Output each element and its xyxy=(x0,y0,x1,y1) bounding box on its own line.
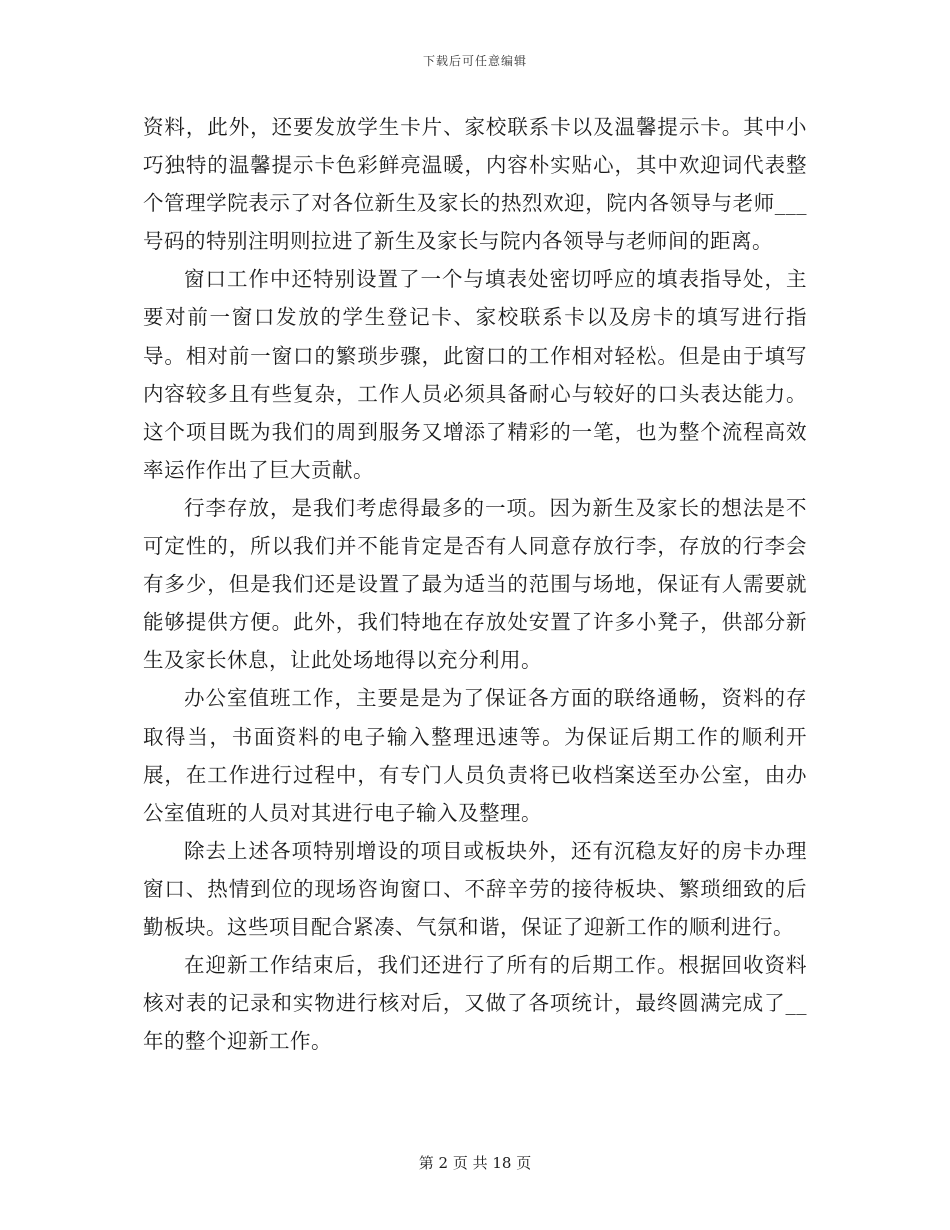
document-body xyxy=(143,108,807,1060)
paragraph-continuation: 资料，此外，还要发放学生卡片、家校联系卡以及温馨提示卡。其中小巧独特的温馨提示卡色彩鲜亮温暖，内容朴实贴心，其中欢迎词代表整个管理学院表示了对各位新生及家长的热烈欢迎，院内各领导与老师___号码的特别注明则拉进了新生及家长与院内各领导与老师间的距离。 xyxy=(143,115,807,254)
paragraph-luggage-storage: 行李存放，是我们考虑得最多的一项。因为新生及家长的想法是不可定性的，所以我们并不能肯定是否有人同意存放行李，存放的行李会有多少，但是我们还是设置了最为适当的范围与场地，保证有人需要就能够提供方便。此外，我们特地在存放处安置了许多小凳子，供部分新生及家长休息，让此处场地得以充分利用。 xyxy=(143,495,807,673)
paragraph-post-work: 在迎新工作结束后，我们还进行了所有的后期工作。根据回收资料核对表的记录和实物进行核对后，又做了各项统计，最终圆满完成了__年的整个迎新工作。 xyxy=(143,953,807,1054)
paragraph-other-sections: 除去上述各项特别增设的项目或板块外，还有沉稳友好的房卡办理窗口、热情到位的现场咨询窗口、不辞辛劳的接待板块、繁琐细致的后勤板块。这些项目配合紧凑、气氛和谐，保证了迎新工作的顺利进行。 xyxy=(143,838,807,939)
page-header-note: 下载后可任意编辑 xyxy=(422,54,527,68)
paragraph-office-duty: 办公室值班工作，主要是是为了保证各方面的联络通畅，资料的存取得当，书面资料的电子输入整理迅速等。为保证后期工作的顺利开展，在工作进行过程中，有专门人员负责将已收档案送至办公室，由办公室值班的人员对其进行电子输入及整理。 xyxy=(143,686,807,825)
paragraph-window-guidance: 窗口工作中还特别设置了一个与填表处密切呼应的填表指导处，主要对前一窗口发放的学生登记卡、家校联系卡以及房卡的填写进行指导。相对前一窗口的繁琐步骤，此窗口的工作相对轻松。但是由于填写内容较多且有些复杂，工作人员必须具备耐心与较好的口头表达能力。这个项目既为我们的周到服务又增添了精彩的一笔，也为整个流程高效率运作作出了巨大贡献。 xyxy=(143,267,807,482)
page-number: 第 2 页 共 18 页 xyxy=(418,1154,532,1172)
